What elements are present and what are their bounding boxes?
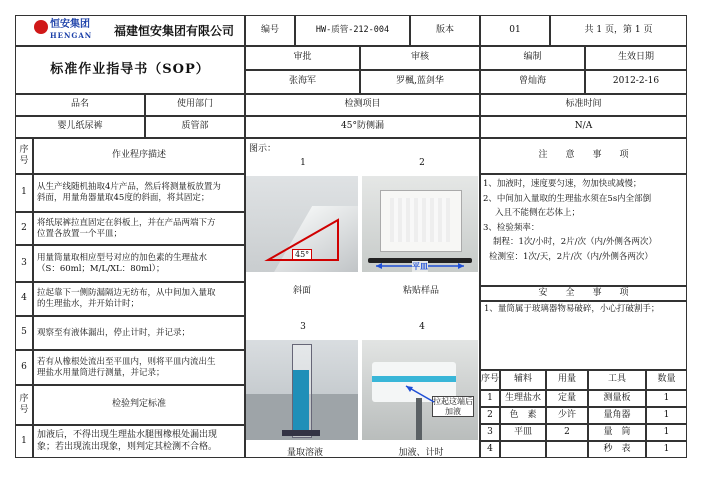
review-name: 罗楓,蓝剑华 [360, 70, 480, 94]
photo-4-number: 4 [419, 322, 425, 332]
approve-label: 审批 [245, 46, 360, 70]
plate-label: 平皿 [412, 261, 428, 271]
photo-2-caption: 粘贴样品 [402, 286, 439, 296]
materials-cell-qty: 1 [646, 390, 687, 407]
note-line: 检测室：1次/天，2片/次（内/外侧各两次） [489, 251, 653, 262]
materials-cell-amount: 2 [546, 424, 588, 441]
step-number: 4 [15, 282, 33, 316]
company-header [15, 15, 245, 46]
approve-name: 张海军 [245, 70, 360, 94]
materials-header-qty: 数量 [646, 370, 687, 390]
notes-panel [480, 174, 687, 286]
code-label: 编号 [245, 15, 295, 46]
photo-adding-liquid [362, 340, 478, 440]
materials-header-material: 辅料 [500, 370, 546, 390]
materials-cell-material: 色 素 [500, 407, 546, 424]
step-text: 用量筒量取相应型号对应的加色素的生理盐水 （S：60ml；M/L/XL：80ml）； [33, 245, 245, 282]
materials-cell-qty: 1 [646, 441, 687, 458]
step-text: 将纸尿裤拉直固定在斜板上，并在产品两端下方 位置各放置一个平皿； [33, 212, 245, 245]
safety-header: 安 全 事 项 [480, 286, 687, 301]
product-value: 婴儿纸尿裤 [15, 116, 145, 138]
procedure-header: 作业程序描述 [33, 138, 245, 174]
materials-header-seq: 序号 [480, 370, 500, 390]
product-label: 品名 [15, 94, 145, 116]
notes-header: 注 意 事 项 [480, 138, 687, 174]
safety-panel [480, 301, 687, 370]
photo-3-caption: 量取溶液 [286, 448, 323, 458]
materials-cell-seq: 3 [480, 424, 500, 441]
step-text: 若有从橡根处流出至平皿内，则将平皿内流出生 理盐水用量筒进行测量，并记录； [33, 350, 245, 385]
judge-header: 检验判定标准 [33, 385, 245, 425]
code-value: HW-质管-212-004 [295, 15, 410, 46]
logo-latin: HENGAN [50, 31, 93, 40]
time-value: N/A [480, 116, 687, 138]
materials-cell-qty: 1 [646, 407, 687, 424]
materials-header-amount: 用量 [546, 370, 588, 390]
step-number: 6 [15, 350, 33, 385]
photo-sample-fixed [362, 176, 478, 272]
materials-cell-amount: 少许 [546, 407, 588, 424]
materials-header-tool: 工具 [588, 370, 646, 390]
dept-value: 质管部 [145, 116, 245, 138]
seq-header: 序号 [15, 138, 33, 174]
logo-text: 恒安集团 [50, 19, 90, 30]
materials-cell-seq: 2 [480, 407, 500, 424]
dept-label: 使用部门 [145, 94, 245, 116]
lift-end-label: 拉起这端后加液 [433, 397, 473, 416]
date-value: 2012-2-16 [585, 70, 687, 94]
note-line: 3、检验频率： [483, 222, 540, 233]
judge-seq-header: 序号 [15, 385, 33, 425]
item-value: 45°防侧漏 [245, 116, 480, 138]
materials-cell-tool: 测量板 [588, 390, 646, 407]
version-value: 01 [480, 15, 550, 46]
step-text: 拉起靠下一侧防漏隔边无纺布，从中间加入量取 的生理盐水，并开始计时； [33, 282, 245, 316]
materials-cell-material: 生理盐水 [500, 390, 546, 407]
note-line: 2、中间加入量取的生理盐水须在5s内全部倒 [483, 193, 652, 204]
time-label: 标准时间 [480, 94, 687, 116]
edit-label: 编制 [480, 46, 585, 70]
page-count: 共 1 页，第 1 页 [550, 15, 687, 46]
materials-cell-amount [546, 441, 588, 458]
materials-cell-tool: 量角器 [588, 407, 646, 424]
materials-cell-tool: 量 筒 [588, 424, 646, 441]
materials-cell-material [500, 441, 546, 458]
photo-1-caption: 斜面 [292, 286, 311, 296]
edit-name: 曾灿海 [480, 70, 585, 94]
date-label: 生效日期 [585, 46, 687, 70]
photo-slope-board [246, 176, 358, 272]
note-line: 入且不能侧在芯体上； [495, 208, 581, 218]
diagram-label: 图示： [249, 144, 277, 154]
step-number: 2 [15, 212, 33, 245]
materials-cell-tool: 秒 表 [588, 441, 646, 458]
note-line: 1、加液时，速度要匀速，勿加快或减慢； [483, 179, 642, 189]
materials-cell-seq: 4 [480, 441, 500, 458]
plate-arrow-icon [362, 176, 478, 272]
doc-title: 标准作业指导书（SOP） [15, 46, 245, 94]
logo-mark-icon [34, 20, 48, 34]
step-number: 3 [15, 245, 33, 282]
angle-label: 45° [292, 249, 312, 260]
step-number: 5 [15, 316, 33, 350]
materials-cell-material: 平皿 [500, 424, 546, 441]
step-text: 从生产线随机抽取4片产品，然后将测量板放置为 斜面，用量角器量取45度的斜面，将其固定； [33, 174, 245, 212]
photo-3-number: 3 [300, 322, 306, 332]
lift-arrow-icon [362, 340, 478, 440]
judge-text: 加液后，不得出现生理盐水腿围橡根处漏出现 象；若出现流出现象，则判定其检测不合格。 [33, 425, 245, 458]
company-name: 福建恒安集团有限公司 [114, 24, 235, 38]
photo-4-caption: 加液、计时 [398, 448, 444, 458]
photo-2-number: 2 [419, 158, 425, 168]
judge-no: 1 [15, 425, 33, 458]
materials-cell-amount: 定量 [546, 390, 588, 407]
item-label: 检测项目 [245, 94, 480, 116]
photo-1-number: 1 [300, 158, 306, 168]
version-label: 版本 [410, 15, 480, 46]
materials-cell-seq: 1 [480, 390, 500, 407]
review-label: 审核 [360, 46, 480, 70]
step-number: 1 [15, 174, 33, 212]
company-logo [34, 19, 96, 43]
step-text: 观察至有液体漏出，停止计时，并记录； [33, 316, 245, 350]
safety-line: 1、量筒属于玻璃器物易破碎，小心打破割手； [484, 304, 660, 314]
note-line: 制程：1次/小时，2片/次（内/外侧各两次） [493, 237, 657, 247]
photo-measuring-cylinder [246, 340, 358, 440]
materials-cell-qty: 1 [646, 424, 687, 441]
